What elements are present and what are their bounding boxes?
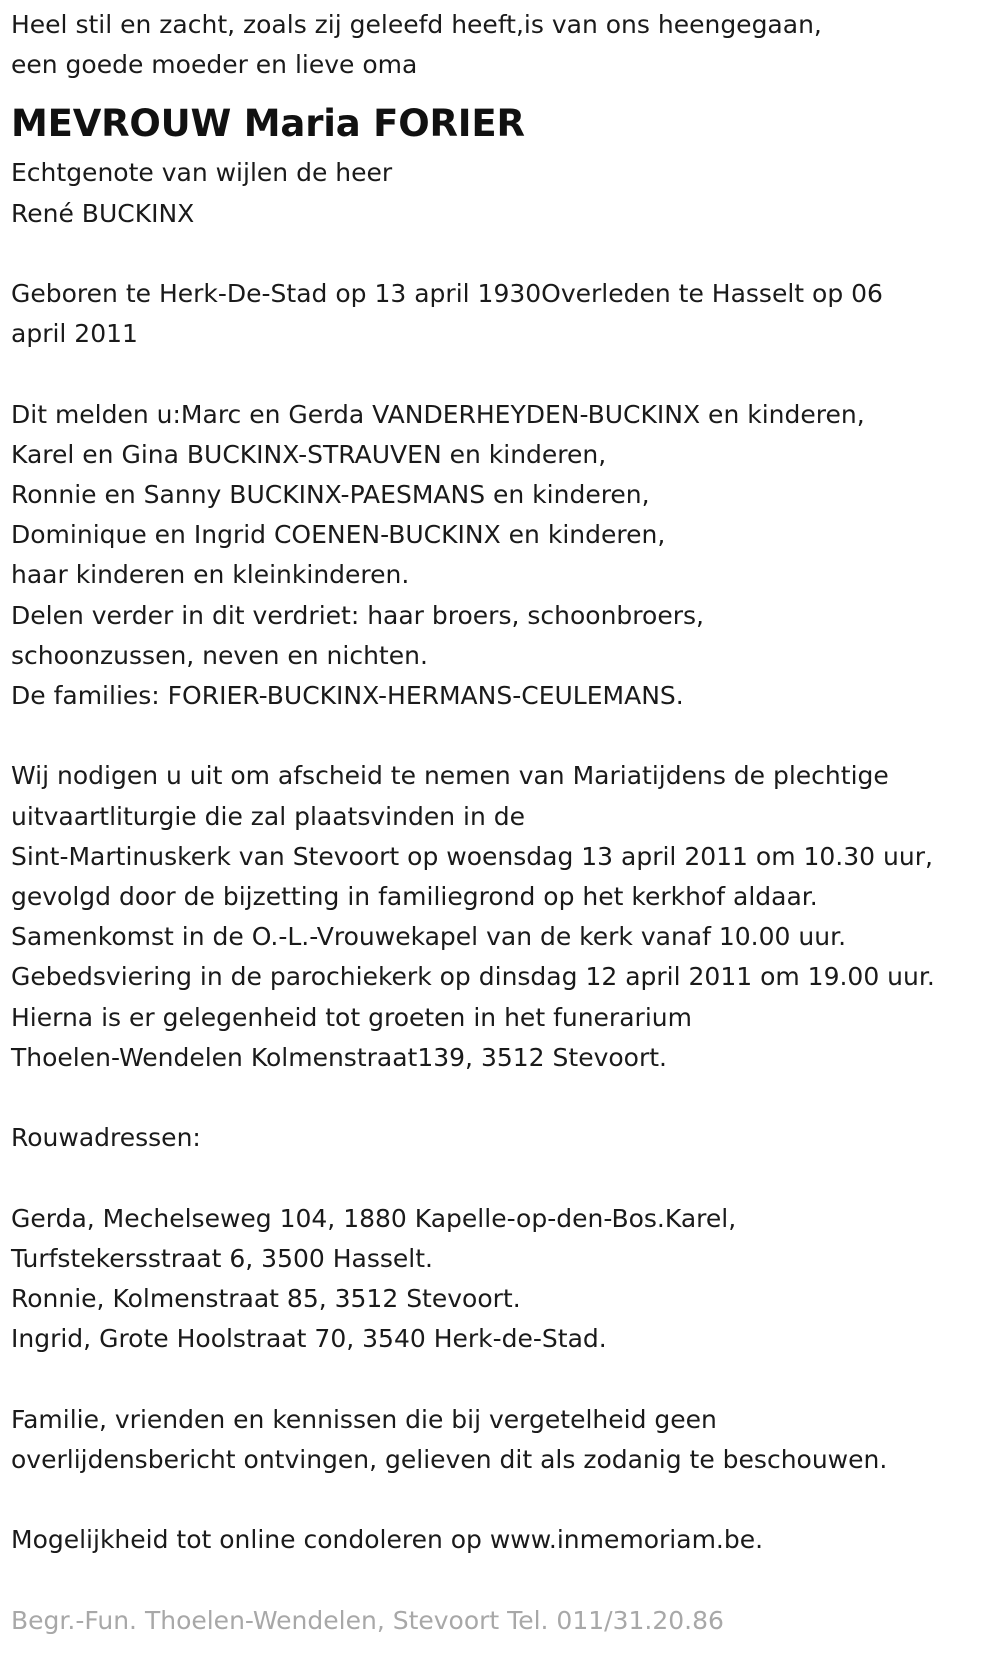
family-line: Delen verder in dit verdriet: haar broers, schoonbroers, <box>11 600 704 630</box>
mourning-addresses <box>11 1199 991 1360</box>
birth-death-line: april 2011 <box>11 319 138 349</box>
spacer <box>11 716 991 756</box>
deceased-name: MEVROUW Maria FORIER <box>11 102 525 146</box>
family-line: Karel en Gina BUCKINX-STRAUVEN en kinderen, <box>11 439 607 469</box>
family-line: De families: FORIER-BUCKINX-HERMANS-CEULEMANS. <box>11 681 684 711</box>
intro-text <box>11 5 991 85</box>
spacer <box>11 1158 991 1198</box>
obituary-notice <box>11 5 991 1641</box>
family-line: Dit melden u:Marc en Gerda VANDERHEYDEN-BUCKINX en kinderen, <box>11 399 865 429</box>
family-line: schoonzussen, neven en nichten. <box>11 640 428 670</box>
ceremony-line: Hierna is er gelegenheid tot groeten in het funerarium <box>11 1002 692 1032</box>
family-line: Dominique en Ingrid COENEN-BUCKINX en kinderen, <box>11 520 666 550</box>
address-line: Turfstekersstraat 6, 3500 Hasselt. <box>11 1243 433 1273</box>
intro-line: Heel stil en zacht, zoals zij geleefd heeft,is van ons heengegaan, <box>11 10 822 39</box>
ceremony-line: Thoelen-Wendelen Kolmenstraat139, 3512 Stevoort. <box>11 1042 667 1072</box>
family-announcement <box>11 395 991 717</box>
online-condolence-text: Mogelijkheid tot online condoleren op www.inmemoriam.be. <box>11 1525 764 1555</box>
spouse-line: René BUCKINX <box>11 198 195 228</box>
family-line: haar kinderen en kleinkinderen. <box>11 560 410 590</box>
spacer <box>11 1560 991 1600</box>
family-line: Ronnie en Sanny BUCKINX-PAESMANS en kinderen, <box>11 480 650 509</box>
spacer <box>11 1359 991 1399</box>
funeral-home-footer: Begr.-Fun. Thoelen-Wendelen, Stevoort Tel. 011/31.20.86 <box>11 1605 724 1635</box>
ceremony-line: Wij nodigen u uit om afscheid te nemen van Mariatijdens de plechtige <box>11 761 889 791</box>
birth-death-line: Geboren te Herk-De-Stad op 13 april 1930Overleden te Hasselt op 06 <box>11 279 883 308</box>
notice-text <box>11 1400 991 1480</box>
spacer <box>11 234 991 274</box>
intro-line: een goede moeder en lieve oma <box>11 50 418 80</box>
spouse-info <box>11 153 991 233</box>
ceremony-line: gevolgd door de bijzetting in familiegrond op het kerkhof aldaar. <box>11 882 818 912</box>
spacer <box>11 1480 991 1520</box>
spacer <box>11 1078 991 1118</box>
ceremony-line: uitvaartliturgie die zal plaatsvinden in de <box>11 801 526 831</box>
ceremony-line: Samenkomst in de O.-L.-Vrouwekapel van de kerk vanaf 10.00 uur. <box>11 922 847 952</box>
spacer <box>11 354 991 394</box>
addresses-heading: Rouwadressen: <box>11 1123 201 1153</box>
ceremony-info <box>11 756 991 1078</box>
address-line: Ronnie, Kolmenstraat 85, 3512 Stevoort. <box>11 1284 521 1314</box>
notice-line: overlijdensbericht ontvingen, gelieven dit als zodanig te beschouwen. <box>11 1444 888 1474</box>
address-line: Gerda, Mechelseweg 104, 1880 Kapelle-op-den-Bos.Karel, <box>11 1203 737 1233</box>
ceremony-line: Gebedsviering in de parochiekerk op dinsdag 12 april 2011 om 19.00 uur. <box>11 962 935 992</box>
ceremony-line: Sint-Martinuskerk van Stevoort op woensdag 13 april 2011 om 10.30 uur, <box>11 841 933 871</box>
address-line: Ingrid, Grote Hoolstraat 70, 3540 Herk-de-Stad. <box>11 1324 607 1354</box>
birth-death-info <box>11 274 991 354</box>
notice-line: Familie, vrienden en kennissen die bij vergetelheid geen <box>11 1404 717 1434</box>
spouse-line: Echtgenote van wijlen de heer <box>11 158 393 188</box>
